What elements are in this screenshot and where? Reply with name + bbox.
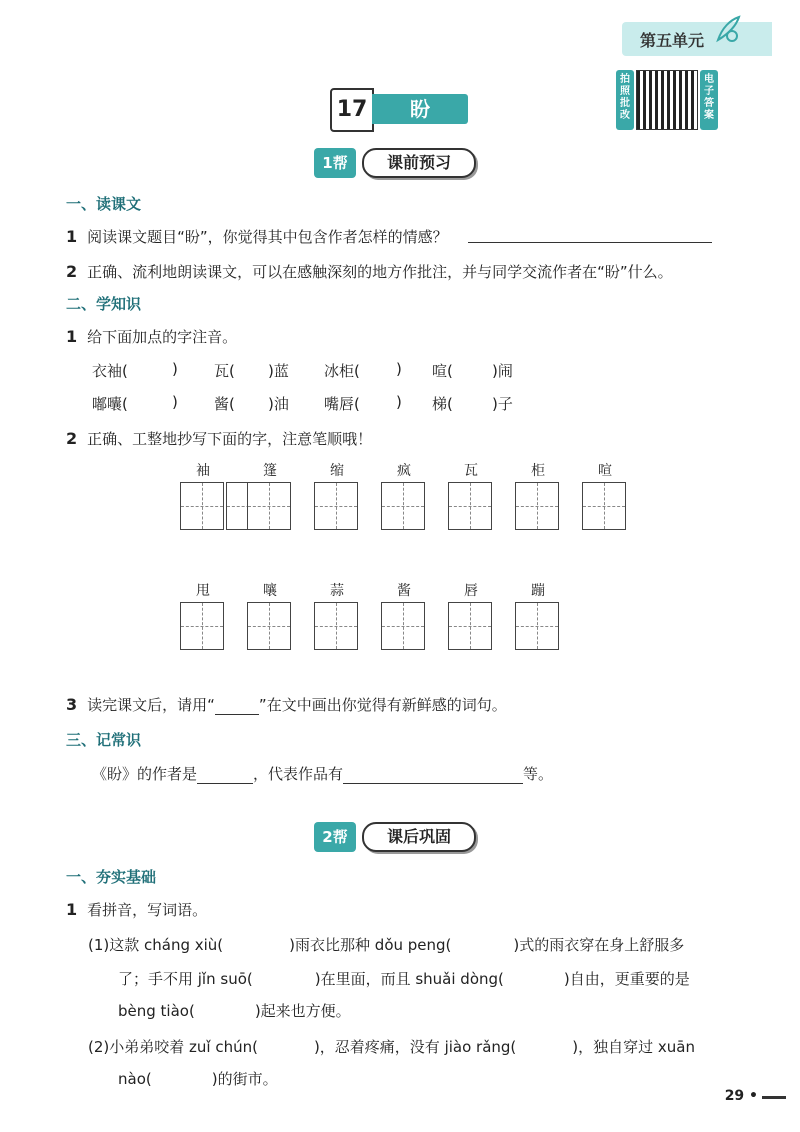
- char-label: 酱: [397, 583, 411, 599]
- word-item: 梯(: [432, 395, 453, 413]
- char-label: 缩: [330, 463, 344, 479]
- question-2: [66, 428, 372, 449]
- qr-right-label: 电子答案: [700, 70, 718, 130]
- question-text-a: 读完课文后，请用“: [87, 696, 215, 714]
- question-number: 2: [66, 262, 78, 281]
- part2-badge-num: 2帮: [314, 822, 356, 852]
- question-number: 2: [66, 429, 78, 448]
- word-item: ): [172, 393, 178, 411]
- unit-label: 第五单元: [640, 31, 705, 50]
- char-label: 蒜: [330, 583, 344, 599]
- part1-badge-num: 1帮: [314, 148, 356, 178]
- word-item: 衣袖(: [92, 362, 128, 380]
- question-1: [66, 326, 237, 347]
- qr-left-label: 拍照批改: [616, 70, 634, 130]
- section-heading: 一、读课文: [66, 195, 142, 213]
- question-text: 看拼音，写词语。: [87, 901, 208, 919]
- exercise-text: 了；手不用 jǐn suō(: [118, 970, 253, 988]
- word-item: ): [172, 360, 178, 378]
- question-text-b: ”在文中画出你觉得有新鲜感的词句。: [258, 696, 507, 714]
- exercise-text: bèng tiào(: [118, 1002, 195, 1020]
- char-label: 甩: [196, 583, 210, 599]
- question-3: [66, 694, 507, 715]
- writing-cell[interactable]: [180, 602, 224, 650]
- qr-code-icon[interactable]: [636, 70, 698, 130]
- text-a: 《盼》的作者是: [92, 765, 198, 783]
- writing-cell[interactable]: [448, 482, 492, 530]
- char-label: 袖: [196, 463, 210, 479]
- pinyin-row-1: [0, 360, 800, 382]
- word-item: 瓦(: [214, 362, 235, 380]
- exercise-line-2: [118, 968, 690, 989]
- exercise-text: (1)这款 cháng xiù(: [88, 936, 224, 954]
- char-label: 柜: [531, 463, 545, 479]
- knowledge-line: [92, 763, 553, 784]
- question-number: 3: [66, 695, 78, 714]
- word-item: 嘴唇(: [324, 395, 360, 413]
- pinyin-row-2: [0, 393, 800, 415]
- exercise-line-5: [118, 1068, 278, 1089]
- word-item: )闹: [492, 362, 513, 380]
- writing-cell[interactable]: [314, 602, 358, 650]
- exercise-line-3: [118, 1000, 351, 1021]
- page-number-rule: [762, 1096, 786, 1099]
- writing-cell[interactable]: [381, 482, 425, 530]
- author-blank[interactable]: [197, 767, 253, 784]
- part2-badge: [314, 822, 484, 852]
- writing-cell[interactable]: [515, 602, 559, 650]
- char-label: 篷: [263, 463, 277, 479]
- word-item: 酱(: [214, 395, 235, 413]
- question-1: [66, 226, 448, 247]
- char-label: 蹦: [531, 583, 545, 599]
- exercise-line-1: [88, 934, 684, 955]
- section-heading: 三、记常识: [66, 731, 142, 749]
- underline-blank: [215, 700, 259, 715]
- writing-cell[interactable]: [314, 482, 358, 530]
- text-c: 等。: [523, 765, 554, 783]
- lesson-number: 17: [330, 88, 374, 132]
- writing-cell[interactable]: [582, 482, 626, 530]
- unit-tab: [622, 22, 772, 56]
- section-heading: 一、夯实基础: [66, 868, 157, 886]
- word-item: 喧(: [432, 362, 453, 380]
- exercise-text: )雨衣比那种 dǒu peng(: [289, 936, 452, 954]
- qr-block[interactable]: [616, 70, 720, 130]
- part2-badge-title: 课后巩固: [362, 822, 476, 852]
- section-heading: 二、学知识: [66, 295, 142, 313]
- exercise-line-4: [88, 1036, 695, 1057]
- word-item: 冰柜(: [324, 362, 360, 380]
- exercise-text: )起来也方便。: [254, 1002, 351, 1020]
- char-label: 瓦: [464, 463, 478, 479]
- word-item: )蓝: [268, 362, 289, 380]
- lesson-title: 盼: [372, 94, 468, 124]
- feather-icon: [712, 14, 742, 44]
- char-label: 嚷: [263, 583, 277, 599]
- works-blank[interactable]: [343, 767, 523, 784]
- lesson-title-block: [330, 88, 470, 132]
- question-text: 给下面加点的字注音。: [87, 328, 238, 346]
- word-item: ): [396, 360, 402, 378]
- exercise-text: )式的雨衣穿在身上舒服多: [513, 936, 685, 954]
- word-item: ): [396, 393, 402, 411]
- answer-blank[interactable]: [468, 222, 712, 243]
- question-1: [66, 899, 207, 920]
- question-text: 正确、流利地朗读课文，可以在感触深刻的地方作批注，并与同学交流作者在“盼”什么。: [87, 263, 673, 281]
- question-text: 阅读课文题目“盼”，你觉得其中包含作者怎样的情感？: [87, 228, 448, 246]
- exercise-text: nào(: [118, 1070, 152, 1088]
- writing-cell[interactable]: [381, 602, 425, 650]
- char-label: 疯: [397, 463, 411, 479]
- question-number: 1: [66, 900, 78, 919]
- page-number: 29 •: [724, 1088, 758, 1104]
- writing-cell[interactable]: [247, 482, 291, 530]
- exercise-text: (2)小弟弟咬着 zuǐ chún(: [88, 1038, 258, 1056]
- part1-badge-title: 课前预习: [362, 148, 476, 178]
- writing-cell[interactable]: [448, 602, 492, 650]
- word-item: )子: [492, 395, 513, 413]
- exercise-text: )，忍着疼痛，没有 jiào rǎng(: [313, 1038, 517, 1056]
- writing-cell[interactable]: [515, 482, 559, 530]
- word-item: )油: [268, 395, 289, 413]
- char-label: 唇: [464, 583, 478, 599]
- part1-badge: [314, 148, 484, 178]
- char-label: 喧: [598, 463, 612, 479]
- writing-cell[interactable]: [247, 602, 291, 650]
- exercise-text: )在里面，而且 shuǎi dòng(: [314, 970, 504, 988]
- question-number: 1: [66, 327, 78, 346]
- question-text: 正确、工整地抄写下面的字，注意笔顺哦！: [87, 430, 373, 448]
- word-item: 嘟囔(: [92, 395, 128, 413]
- exercise-text: )自由，更重要的是: [563, 970, 690, 988]
- question-2: [66, 261, 673, 282]
- question-number: 1: [66, 227, 78, 246]
- text-b: ，代表作品有: [253, 765, 344, 783]
- exercise-text: )，独自穿过 xuān: [572, 1038, 696, 1056]
- exercise-text: )的街市。: [211, 1070, 278, 1088]
- writing-cell[interactable]: [180, 482, 224, 530]
